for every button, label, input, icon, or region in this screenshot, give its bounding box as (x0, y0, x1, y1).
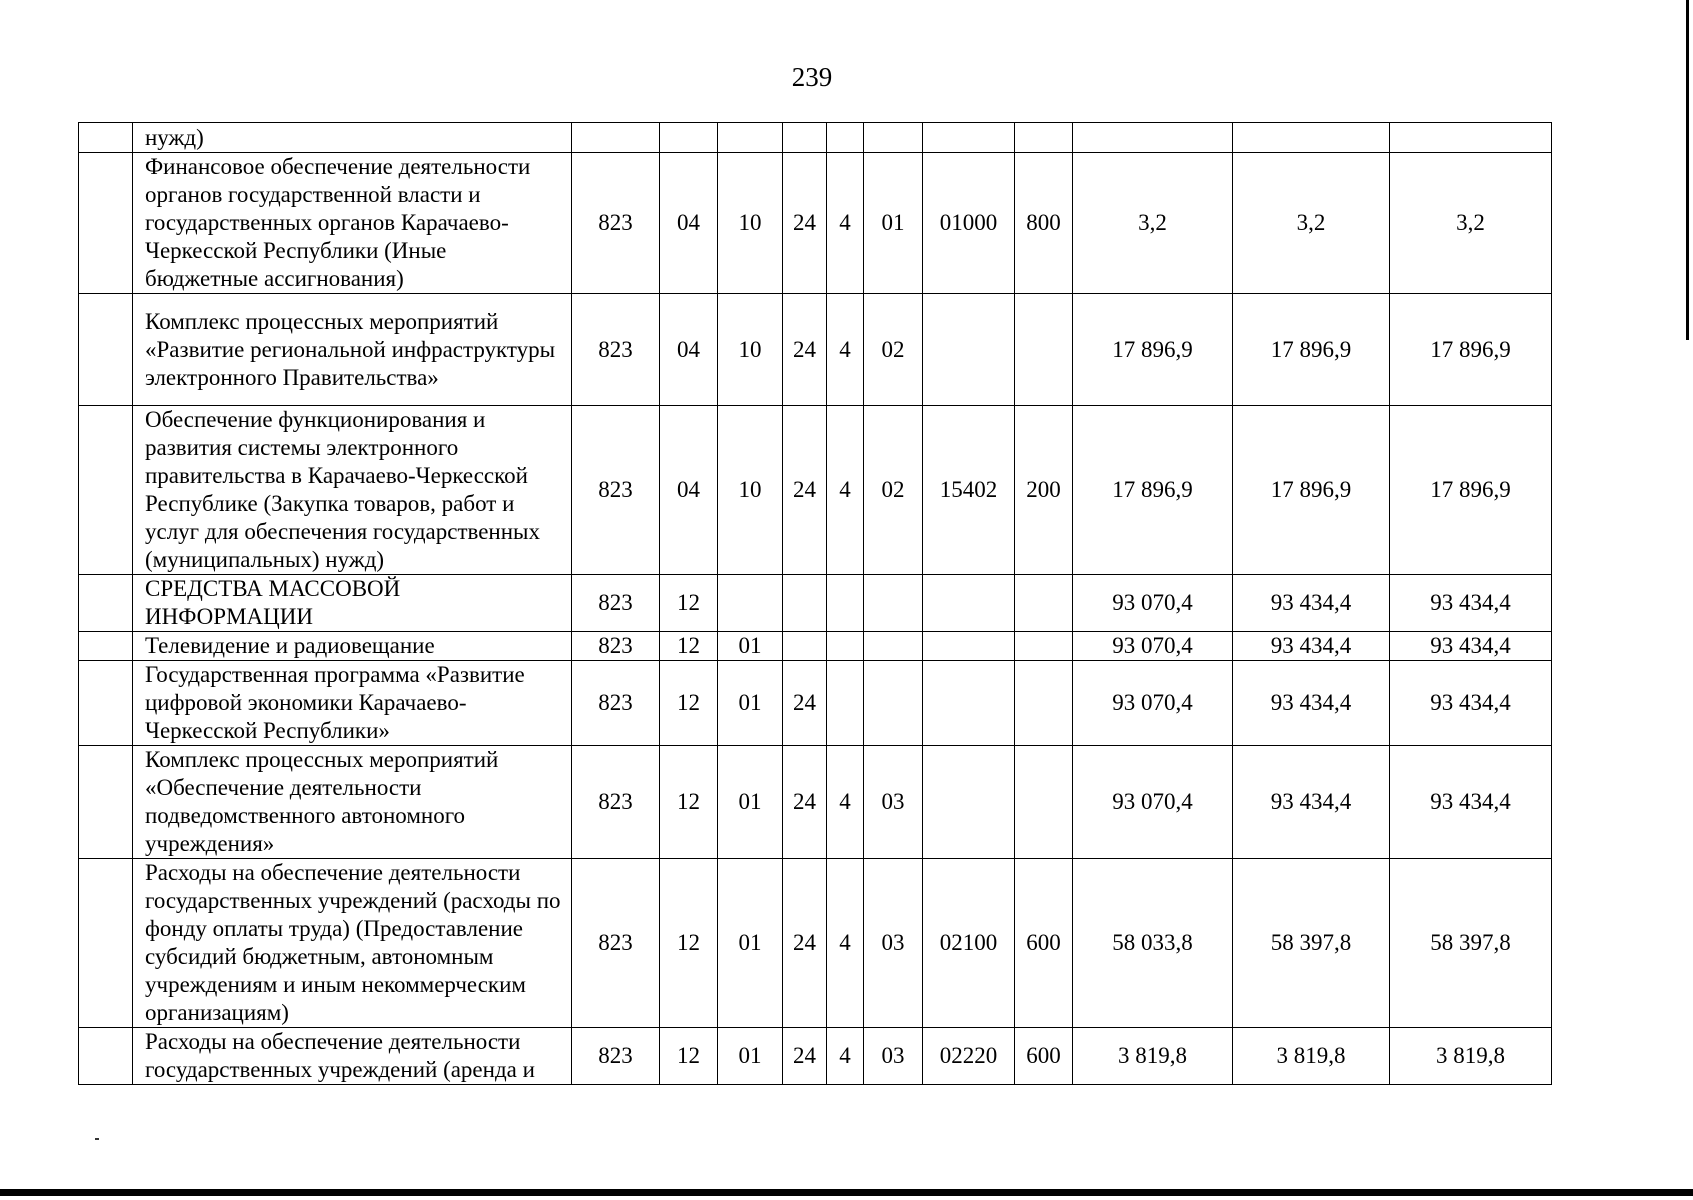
cell-ministry: 823 (572, 661, 660, 746)
cell-subsection: 01 (718, 661, 783, 746)
table-row (79, 859, 1552, 1028)
cell-amount-2: 58 397,8 (1233, 859, 1390, 1028)
cell-ministry: 823 (572, 1028, 660, 1085)
cell-direction (923, 661, 1015, 746)
cell-measure (864, 123, 923, 153)
cell-amount-2: 93 434,4 (1233, 632, 1390, 661)
cell-program (783, 632, 827, 661)
cell-amount-1: 58 033,8 (1073, 859, 1233, 1028)
cell-subprogram: 4 (827, 859, 864, 1028)
cell-measure (864, 632, 923, 661)
cell-expense-type (1015, 123, 1073, 153)
cell-measure (864, 575, 923, 632)
table-row (79, 406, 1552, 575)
cell-expense-type (1015, 661, 1073, 746)
cell-direction: 02220 (923, 1028, 1015, 1085)
row-name: Обеспечение функционирования и развития системы электронного правительства в Карачаево-Черкесской Республике (Закупка товаров, работ и услуг для обеспечения государственных (муниципальных) нужд) (133, 406, 572, 575)
empty-cell (79, 632, 133, 661)
cell-direction: 02100 (923, 859, 1015, 1028)
cell-measure: 02 (864, 294, 923, 406)
empty-cell (79, 1028, 133, 1085)
cell-ministry (572, 123, 660, 153)
cell-expense-type (1015, 632, 1073, 661)
cell-amount-2: 93 434,4 (1233, 661, 1390, 746)
cell-subsection: 01 (718, 859, 783, 1028)
row-name: Комплекс процессных мероприятий «Обеспечение деятельности подведомственного автономного учреждения» (133, 746, 572, 859)
cell-subsection: 10 (718, 406, 783, 575)
cell-program (783, 123, 827, 153)
cell-ministry: 823 (572, 153, 660, 294)
cell-amount-3: 3 819,8 (1390, 1028, 1552, 1085)
table-row (79, 153, 1552, 294)
cell-subsection: 01 (718, 1028, 783, 1085)
cell-expense-type: 600 (1015, 859, 1073, 1028)
table-row (79, 294, 1552, 406)
cell-section: 04 (660, 153, 718, 294)
cell-amount-2: 17 896,9 (1233, 294, 1390, 406)
cell-ministry: 823 (572, 859, 660, 1028)
cell-subsection: 01 (718, 632, 783, 661)
cell-measure (864, 661, 923, 746)
cell-ministry: 823 (572, 294, 660, 406)
cell-direction (923, 294, 1015, 406)
page-number: 239 (791, 62, 833, 92)
row-name: Расходы на обеспечение деятельности государственных учреждений (аренда и (133, 1028, 572, 1085)
cell-subprogram (827, 632, 864, 661)
empty-cell (79, 123, 133, 153)
cell-measure: 03 (864, 1028, 923, 1085)
cell-section: 12 (660, 575, 718, 632)
row-name: Комплекс процессных мероприятий «Развитие региональной инфраструктуры электронного Правительства» (133, 294, 572, 406)
row-name: Государственная программа «Развитие цифровой экономики Карачаево-Черкесской Республики» (133, 661, 572, 746)
cell-amount-2: 17 896,9 (1233, 406, 1390, 575)
cell-measure: 01 (864, 153, 923, 294)
cell-program: 24 (783, 294, 827, 406)
cell-amount-2: 3,2 (1233, 153, 1390, 294)
empty-cell (79, 859, 133, 1028)
cell-amount-1: 3,2 (1073, 153, 1233, 294)
cell-section: 12 (660, 859, 718, 1028)
cell-amount-3: 93 434,4 (1390, 632, 1552, 661)
cell-amount-3: 3,2 (1390, 153, 1552, 294)
row-name: Финансовое обеспечение деятельности органов государственной власти и государственных органов Карачаево-Черкесской Республики (Иные бюджетные ассигнования) (133, 153, 572, 294)
cell-amount-3: 93 434,4 (1390, 746, 1552, 859)
cell-amount-3: 17 896,9 (1390, 294, 1552, 406)
cell-amount-1: 93 070,4 (1073, 575, 1233, 632)
cell-subprogram: 4 (827, 294, 864, 406)
empty-cell (79, 746, 133, 859)
cell-expense-type (1015, 294, 1073, 406)
cell-amount-3 (1390, 123, 1552, 153)
cell-program: 24 (783, 1028, 827, 1085)
cell-amount-1: 17 896,9 (1073, 294, 1233, 406)
cell-measure: 02 (864, 406, 923, 575)
cell-expense-type: 600 (1015, 1028, 1073, 1085)
row-name: СРЕДСТВА МАССОВОЙ ИНФОРМАЦИИ (133, 575, 572, 632)
scan-edge-line (1686, 0, 1689, 340)
bottom-rule (0, 1189, 1693, 1196)
cell-expense-type: 800 (1015, 153, 1073, 294)
cell-program: 24 (783, 746, 827, 859)
cell-amount-1 (1073, 123, 1233, 153)
cell-program: 24 (783, 406, 827, 575)
cell-amount-3: 17 896,9 (1390, 406, 1552, 575)
cell-amount-2: 93 434,4 (1233, 575, 1390, 632)
cell-ministry: 823 (572, 575, 660, 632)
empty-cell (79, 153, 133, 294)
cell-ministry: 823 (572, 746, 660, 859)
cell-measure: 03 (864, 859, 923, 1028)
cell-section: 12 (660, 746, 718, 859)
empty-cell (79, 575, 133, 632)
cell-amount-1: 3 819,8 (1073, 1028, 1233, 1085)
table-row (79, 1028, 1552, 1085)
cell-direction (923, 575, 1015, 632)
cell-subprogram: 4 (827, 1028, 864, 1085)
cell-program: 24 (783, 859, 827, 1028)
cell-subsection: 01 (718, 746, 783, 859)
cell-measure: 03 (864, 746, 923, 859)
cell-direction: 01000 (923, 153, 1015, 294)
cell-section: 12 (660, 661, 718, 746)
cell-amount-3: 93 434,4 (1390, 661, 1552, 746)
table-row (79, 575, 1552, 632)
cell-direction (923, 632, 1015, 661)
cell-program: 24 (783, 661, 827, 746)
cell-section: 12 (660, 1028, 718, 1085)
cell-subprogram (827, 123, 864, 153)
row-name: Расходы на обеспечение деятельности государственных учреждений (расходы по фонду оплаты труда) (Предоставление субсидий бюджетным, автономным учреждениям и иным некоммерческим организациям) (133, 859, 572, 1028)
empty-cell (79, 406, 133, 575)
cell-subprogram: 4 (827, 746, 864, 859)
cell-program: 24 (783, 153, 827, 294)
cell-section (660, 123, 718, 153)
cell-section: 04 (660, 294, 718, 406)
cell-amount-2: 3 819,8 (1233, 1028, 1390, 1085)
cell-subprogram (827, 575, 864, 632)
cell-expense-type: 200 (1015, 406, 1073, 575)
cell-amount-1: 93 070,4 (1073, 661, 1233, 746)
cell-amount-3: 93 434,4 (1390, 575, 1552, 632)
cell-direction (923, 746, 1015, 859)
cell-amount-2 (1233, 123, 1390, 153)
empty-cell (79, 661, 133, 746)
row-name: нужд) (133, 123, 572, 153)
table-row (79, 661, 1552, 746)
cell-subsection: 10 (718, 153, 783, 294)
budget-table (78, 122, 1552, 1085)
row-name: Телевидение и радиовещание (133, 632, 572, 661)
cell-amount-3: 58 397,8 (1390, 859, 1552, 1028)
cell-amount-2: 93 434,4 (1233, 746, 1390, 859)
cell-subprogram: 4 (827, 153, 864, 294)
table-row (79, 123, 1552, 153)
cell-section: 04 (660, 406, 718, 575)
cell-ministry: 823 (572, 406, 660, 575)
cell-direction: 15402 (923, 406, 1015, 575)
cell-program (783, 575, 827, 632)
cell-subprogram: 4 (827, 406, 864, 575)
cell-subsection: 10 (718, 294, 783, 406)
cell-amount-1: 17 896,9 (1073, 406, 1233, 575)
cell-expense-type (1015, 746, 1073, 859)
empty-cell (79, 294, 133, 406)
cell-subsection (718, 575, 783, 632)
cell-ministry: 823 (572, 632, 660, 661)
table-row (79, 632, 1552, 661)
cell-section: 12 (660, 632, 718, 661)
cell-amount-1: 93 070,4 (1073, 632, 1233, 661)
cell-direction (923, 123, 1015, 153)
table-row (79, 746, 1552, 859)
scan-speck (95, 1138, 99, 1140)
cell-expense-type (1015, 575, 1073, 632)
cell-subsection (718, 123, 783, 153)
cell-amount-1: 93 070,4 (1073, 746, 1233, 859)
cell-subprogram (827, 661, 864, 746)
